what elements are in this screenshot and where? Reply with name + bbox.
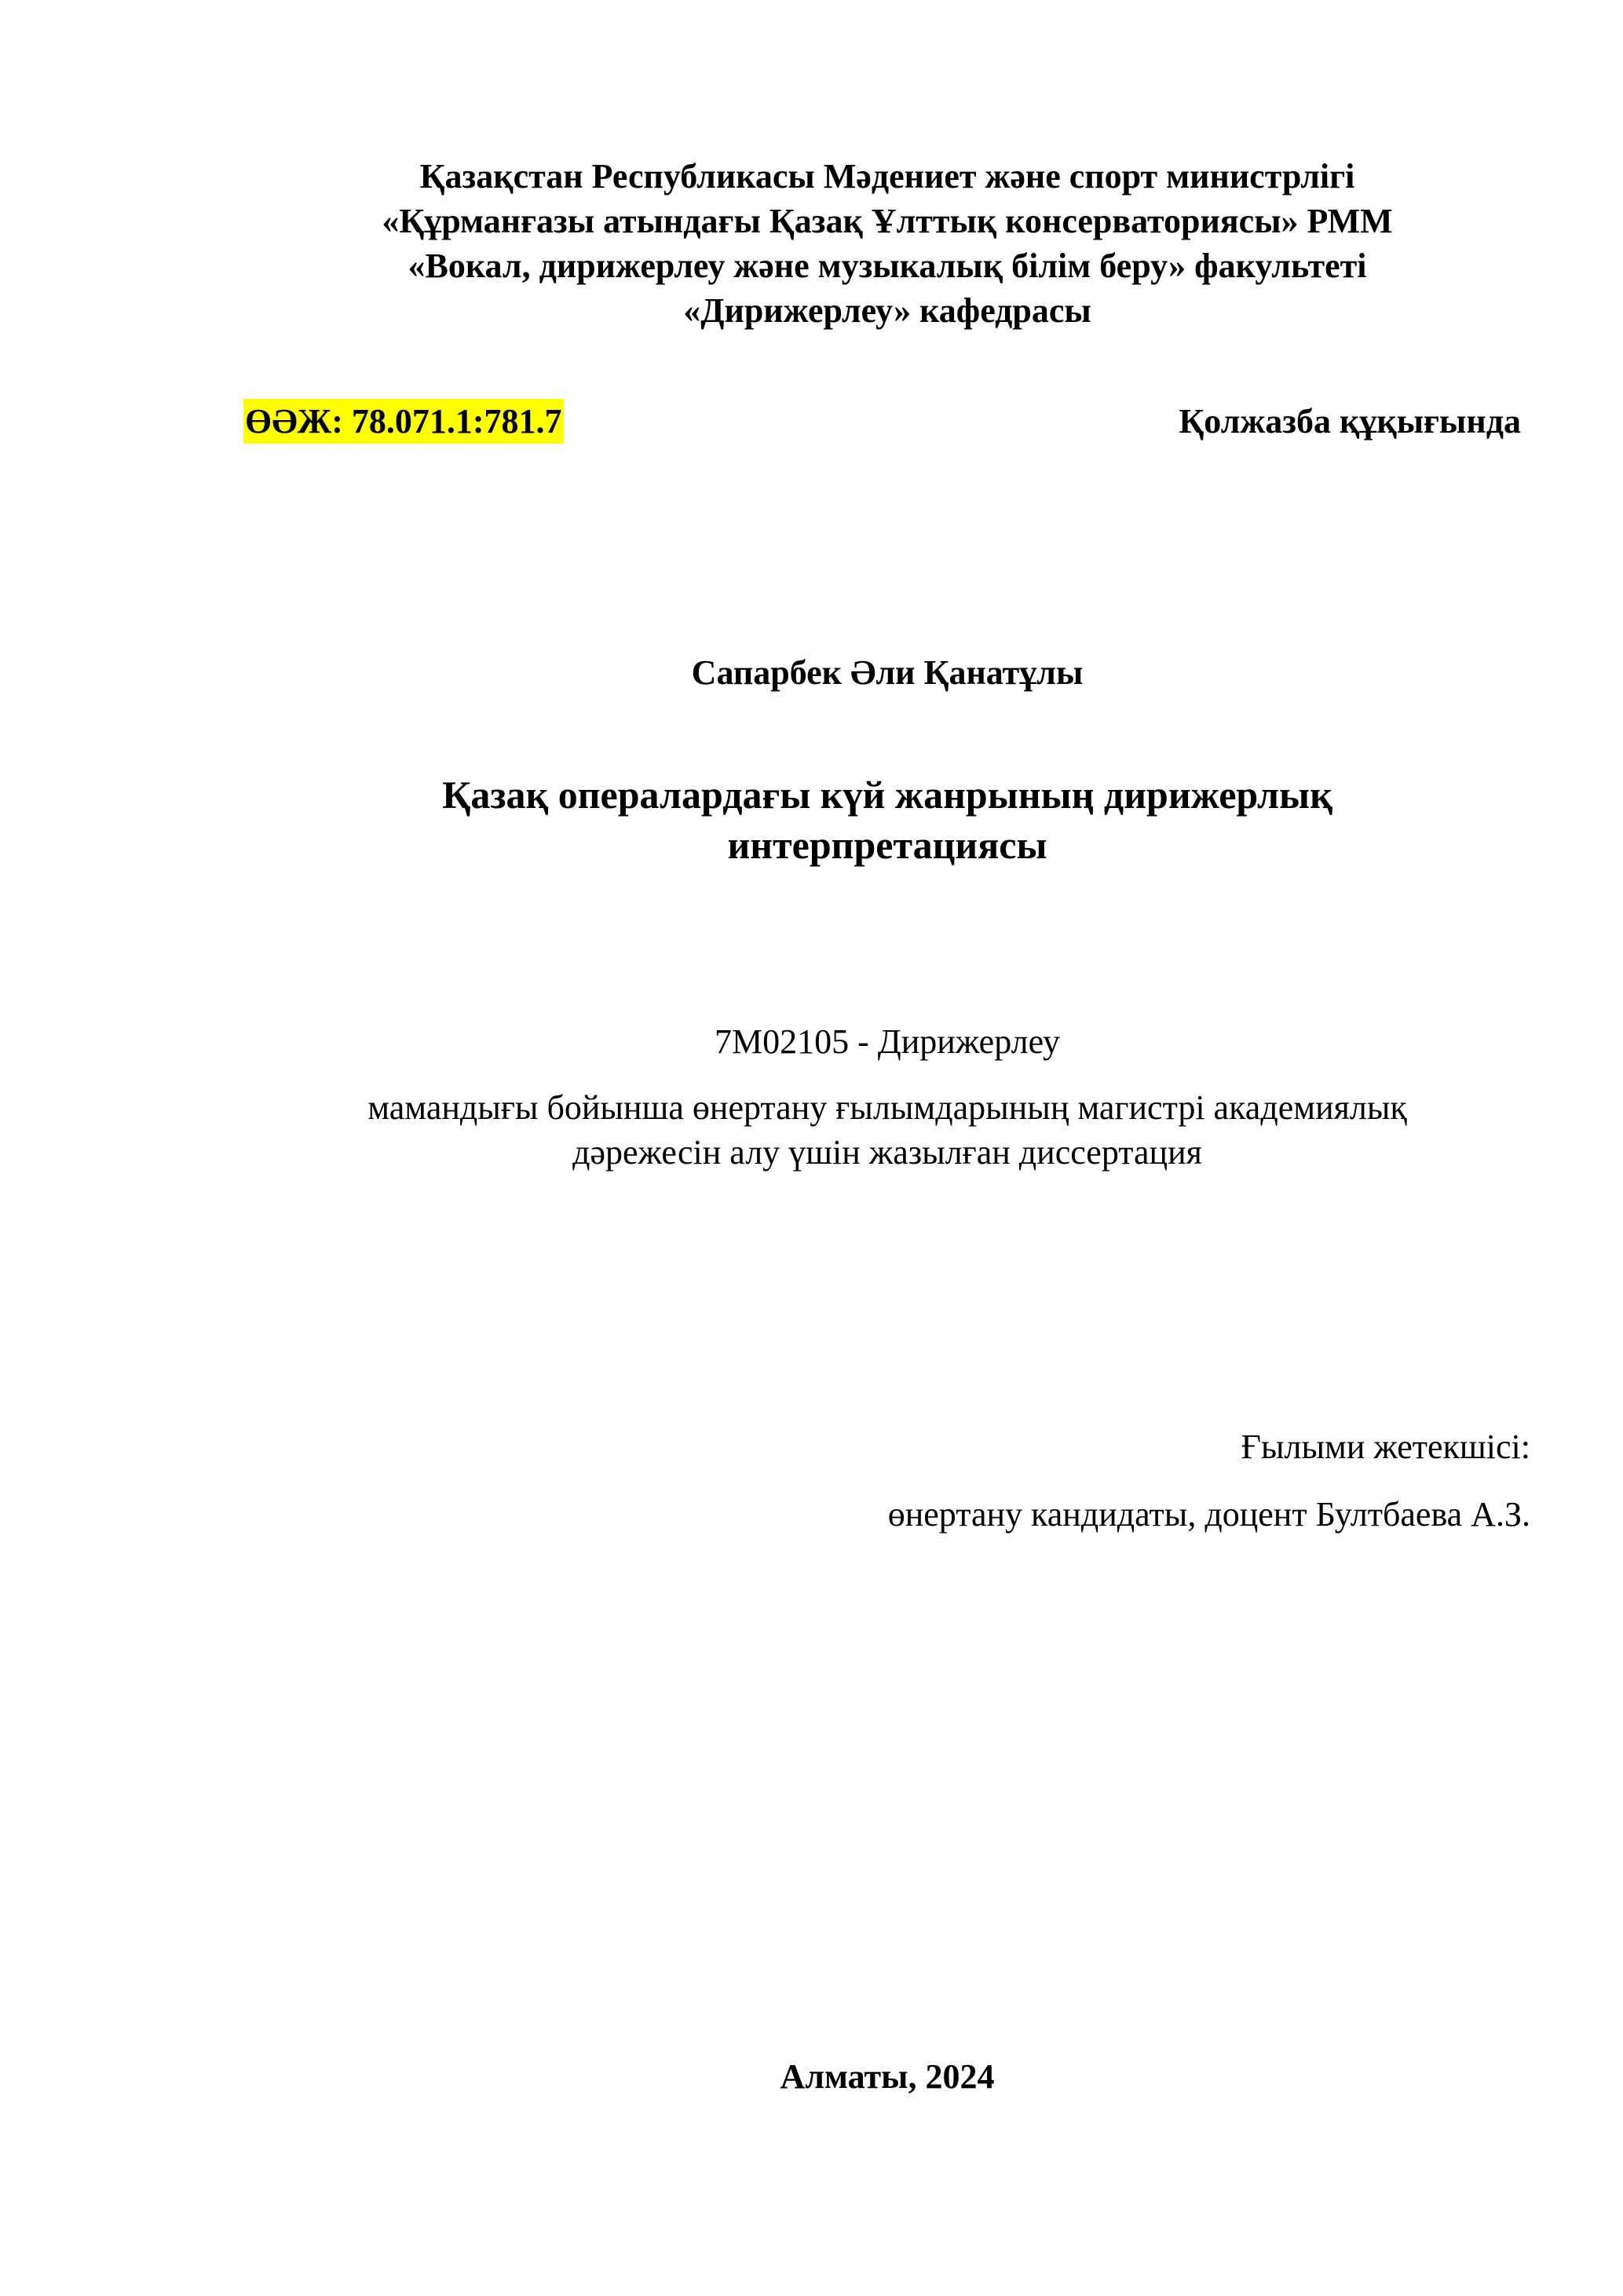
city-year: Алматы, 2024 bbox=[780, 2057, 995, 2096]
purpose-line: мамандығы бойынша өнертану ғылымдарының магистрі академиялық bbox=[367, 1088, 1407, 1127]
ministry-line: Қазақстан Республикасы Мәдениет және спорт министрлігі bbox=[419, 157, 1355, 196]
supervisor-label: Ғылыми жетекшісі: bbox=[1241, 1428, 1530, 1466]
faculty-line: «Вокал, дирижерлеу және музыкалық білім беру» факультеті bbox=[408, 247, 1367, 285]
purpose-line: дәрежесін алу үшін жазылған диссертация bbox=[572, 1133, 1202, 1172]
title-line: Қазақ опералардағы күй жанрының дирижерлық bbox=[442, 773, 1332, 817]
conservatory-line: «Құрманғазы атындағы Қазақ Ұлттық консерваториясы» РММ bbox=[382, 202, 1393, 240]
department-line: «Дирижерлеу» кафедрасы bbox=[683, 291, 1091, 330]
specialty-code: 7М02105 - Дирижерлеу bbox=[714, 1022, 1061, 1061]
manuscript-rights-note: Қолжазба құқығында bbox=[1179, 402, 1521, 441]
degree-purpose bbox=[243, 1085, 1531, 1175]
institution-header bbox=[243, 154, 1531, 333]
supervisor-name: өнертану кандидаты, доцент Бултбаева А.З. bbox=[887, 1495, 1530, 1534]
dissertation-title bbox=[243, 770, 1531, 870]
author-name: Сапарбек Әли Қанатұлы bbox=[691, 653, 1084, 692]
udc-code: ӨӘЖ: 78.071.1:781.7 bbox=[243, 399, 564, 444]
title-line: интерпретациясы bbox=[727, 823, 1047, 867]
